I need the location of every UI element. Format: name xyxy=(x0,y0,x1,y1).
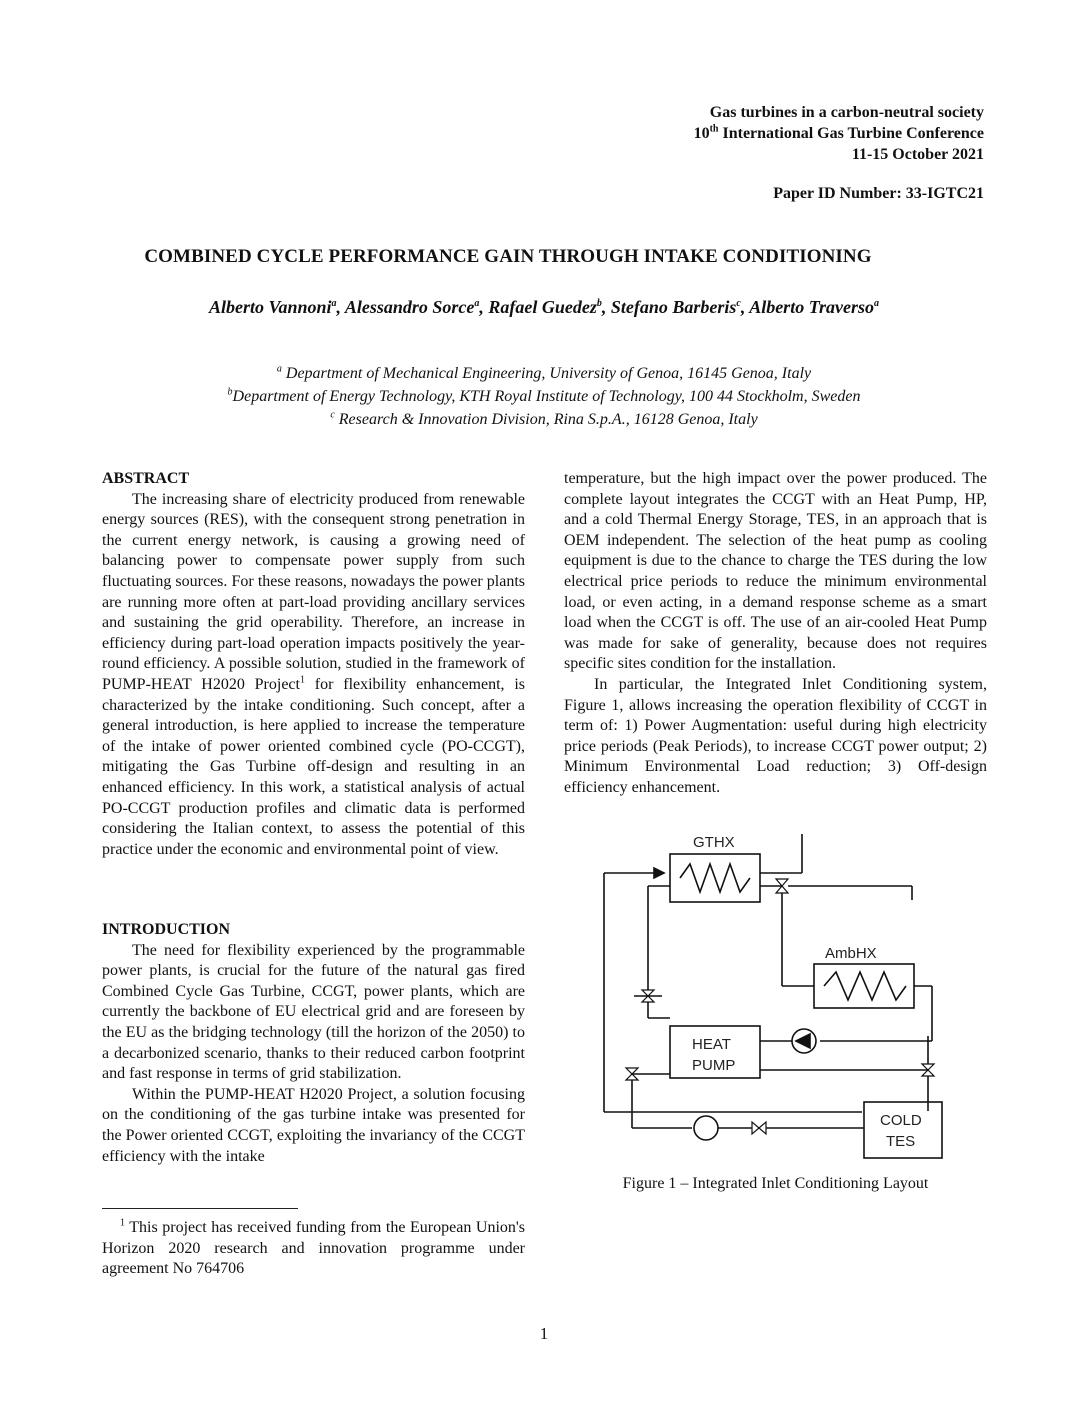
gthx-label: GTHX xyxy=(693,834,735,851)
conference-dates: 11-15 October 2021 xyxy=(851,146,984,163)
intro-paragraph-2: Within the PUMP-HEAT H2020 Project, a solution focusing on the conditioning of the gas turbine intake was presented for the Power oriented CCGT, exploiting the invariancy of the CCGT efficiency with the intake xyxy=(102,1085,525,1165)
author: Stefano Barberis$^c$, xyxy=(610,297,750,317)
conference-series: Gas turbines in a carbon-neutral society xyxy=(709,104,984,121)
affiliation: $^a$ Department of Mechanical Engineering, University of Genoa, 16145 Genoa, Italy xyxy=(276,363,812,382)
footnote-ref: 1 xyxy=(299,674,305,686)
abstract-section xyxy=(102,469,525,860)
intro-paragraph-3: temperature, but the high impact over the power produced. The complete layout integrates the CCGT with an Heat Pump, HP, and a cold Thermal Energy Storage, TES, in an approach that is OEM independent. The selection of the heat pump as cooling equipment is due to the chance to charge the TES during the low electrical price periods to reduce the minimum environmental load, or even acting, in a demand response scheme as a smart load when the CCGT is off. The use of an air-cooled Heat Pump was made for sake of generality, because does not requires specific sites condition for the installation. xyxy=(564,470,987,673)
author: Alberto Traverso$^a$ xyxy=(749,297,880,317)
paper-title: COMBINED CYCLE PERFORMANCE GAIN THROUGH INTAKE CONDITIONING xyxy=(144,246,872,267)
introduction-section xyxy=(102,920,525,1167)
author: Alberto Vannoni$^a$, xyxy=(208,297,345,317)
intro-paragraph-4: In particular, the Integrated Inlet Conditioning system, Figure 1, allows increasing the operation flexibility of CCGT in term of: 1) Power Augmentation: useful during high electricity price periods (Peak Periods), to increase CCGT power output; 2) Minimum Environmental Load reduction; 3) Off-design efficiency enhancement. xyxy=(564,675,987,796)
inlet-arrow-icon xyxy=(654,868,664,878)
figure-caption: Figure 1 – Integrated Inlet Conditioning Layout xyxy=(622,1175,929,1192)
affiliation: $^b$Department of Energy Technology, KTH Royal Institute of Technology, 100 44 Stockholm, Sweden xyxy=(227,386,861,405)
pump-label: PUMP xyxy=(692,1057,736,1074)
footnote-divider xyxy=(102,1208,298,1209)
ambhx-box xyxy=(814,964,914,1008)
abstract-text: The increasing share of electricity produced from renewable energy sources (RES), with the consequent strong penetration in the current energy network, is causing a growing need of balancing power to compensate power supply from such fluctuating sources. For these reasons, nowadays the power plants are running more often at part-load providing ancillary services and sustaining the grid operability. Therefore, an increase in efficiency during part-load operation impacts positively the year-round efficiency. A possible solution, studied in the framework of PUMP-HEAT H2020 Project$^1$ for flexibility enhancement, is characterized by the intake conditioning. Such concept, after a general introduction, is here applied to increase the temperature of the intake of power oriented combined cycle (PO-CCGT), mitigating the Gas Turbine off-design and resulting in an enhanced efficiency. In this work, a statistical analysis of actual PO-CCGT production profiles and climatic data is performed considering the Italian context, to assess the potential of this practice under the economic and environmental point of view. xyxy=(102,490,526,858)
right-column-text xyxy=(564,469,987,799)
conference-name: 10th International Gas Turbine Conference xyxy=(693,123,984,142)
affiliation: $^c$ Research & Innovation Division, Rina S.p.A., 16128 Genoa, Italy xyxy=(330,409,758,428)
pump-arrow-icon xyxy=(796,1034,810,1048)
cold-label: COLD xyxy=(880,1112,922,1129)
ambhx-label: AmbHX xyxy=(825,945,877,962)
gthx-coil-icon xyxy=(680,864,750,892)
valve-bottom xyxy=(752,1122,766,1134)
footnote: $^1$ This project has received funding from the European Union's Horizon 2020 research and innovation programme under agreement No 764706 xyxy=(102,1217,525,1278)
integrated-inlet-conditioning-diagram xyxy=(592,826,952,1162)
conference-header xyxy=(694,102,984,165)
bottom-pump-icon xyxy=(694,1116,718,1140)
author: Alessandro Sorce$^a$, xyxy=(344,297,489,317)
paper-id: Paper ID Number: 33-IGTC21 xyxy=(773,185,984,202)
page-number: 1 xyxy=(539,1324,549,1343)
affiliations xyxy=(0,362,1088,431)
tes-label: TES xyxy=(886,1133,916,1150)
introduction-heading: INTRODUCTION xyxy=(102,921,231,938)
author-list xyxy=(0,297,1088,318)
ambhx-coil-icon xyxy=(824,972,906,1000)
author: Rafael Guedez$^b$, xyxy=(488,297,611,317)
heat-label: HEAT xyxy=(692,1036,731,1053)
intro-paragraph-1: The need for flexibility experienced by the programmable power plants, is crucial for the future of the natural gas fired Combined Cycle Gas Turbine, CCGT, power plants, which are currently the backbone of EU electrical grid and are foreseen by the EU as the bridging technology (till the horizon of the 2050) to a decarbonized scenario, thanks to their reduced carbon footprint and fast response in terms of grid stabilization. xyxy=(102,941,525,1083)
abstract-heading: ABSTRACT xyxy=(102,470,190,487)
